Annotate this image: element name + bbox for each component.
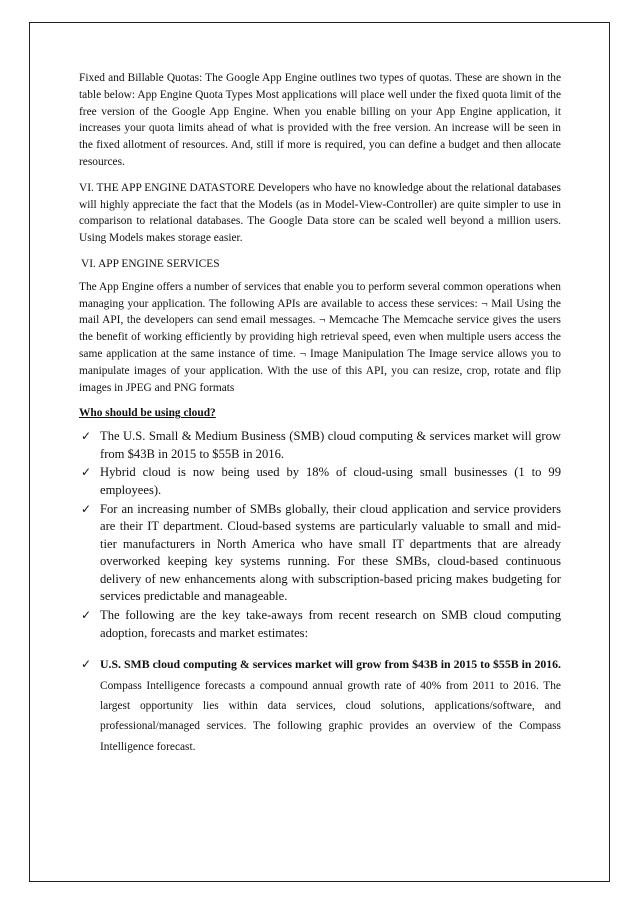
list-item-text: Compass Intelligence forecasts a compound annual growth rate of 40% from 2011 to 2016. The largest opportunity lies within data services, cloud solutions, applications/software, and professional/managed services. The following graphic provides an overview of the Compass Intelligence forecast. — [100, 679, 561, 753]
list-item — [79, 607, 561, 642]
document-body — [79, 70, 561, 758]
quotas-paragraph: Fixed and Billable Quotas: The Google App Engine outlines two types of quotas. These are shown in the table below: App Engine Quota Types Most applications will place well under the fixed quota limit of the free version of the Google App Engine. When you enable billing on your App Engine application, it increases your quota limits ahead of what is provided with the free version. An increase will be seen in the fixed allotment of resources. And, still if more is required, you can define a budget and then allocate resources. — [79, 72, 561, 168]
services-heading: VI. APP ENGINE SERVICES — [81, 257, 220, 270]
services-paragraph: The App Engine offers a number of services that enable you to perform several common operations when managing your application. The following APIs are available to access these services: ¬ Mail Using the mail API, the developers can send email messages. ¬ Memcache The Memcache service gives the users the benefit of working efficiently by providing high retrieval speed, even when multiple users access the same application at the same instance of time. ¬ Image Manipulation The Image service allows you to manipulate images of your application. With the use of this API, you can resize, crop, rotate and flip images in JPEG and PNG formats — [79, 280, 561, 394]
list-item — [79, 464, 561, 499]
list-item — [79, 501, 561, 607]
checkmark-icon: ✓ — [81, 465, 92, 480]
datastore-paragraph: VI. THE APP ENGINE DATASTORE Developers who have no knowledge about the relational databases will highly appreciate the fact that the Models (as in Model-View-Controller) are quite simpler to use in comparison to relational databases. The Google Data store can be scaled well beyond a million users. Using Models makes storage easier. — [79, 181, 561, 245]
cloud-heading: Who should be using cloud? — [79, 407, 216, 420]
list-item-text: For an increasing number of SMBs globally, their cloud application and service providers are their IT department. Cloud-based systems are particularly valuable to small and mid-tier manufacturers in North America who have small IT departments that are already overworked keeping key systems running. For these SMBs, cloud-based continuous delivery of new enhancements along with subscription-based pricing makes budgeting for services predictable and manageable. — [100, 501, 561, 604]
list-item — [79, 428, 561, 463]
list-item-text: The U.S. Small & Medium Business (SMB) cloud computing & services market will grow from $43B in 2015 to $55B in 2016. — [100, 429, 561, 461]
checkmark-icon: ✓ — [81, 501, 92, 516]
list-item — [79, 654, 561, 757]
checklist — [79, 428, 561, 757]
checkmark-icon: ✓ — [81, 608, 92, 623]
list-item-text: The following are the key take-aways from recent research on SMB cloud computing adoption, forecasts and market estimates: — [100, 608, 561, 640]
checkmark-icon: ✓ — [81, 657, 92, 672]
checkmark-icon: ✓ — [81, 429, 92, 444]
list-item-lead: U.S. SMB cloud computing & services market will grow from $43B in 2015 to $55B in 2016. — [100, 657, 561, 672]
list-item-text: Hybrid cloud is now being used by 18% of cloud-using small businesses (1 to 99 employees). — [100, 465, 561, 497]
